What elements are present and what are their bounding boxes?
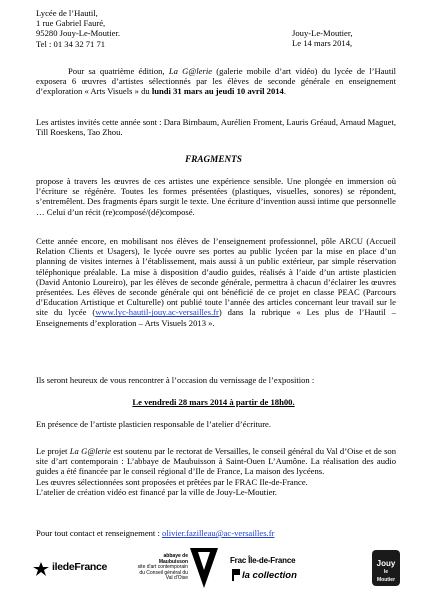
support-a: Le projet	[36, 446, 70, 456]
place-date	[292, 28, 353, 48]
vernissage-paragraph: Ils seront heureux de vous rencontrer à l’occasion du vernissage de l’exposition :	[36, 375, 315, 385]
intro-c: .	[283, 86, 286, 97]
date: Le 14 mars 2014,	[292, 38, 353, 49]
iledefrance-logo	[18, 548, 108, 590]
abbaye-mark-icon	[190, 548, 218, 588]
support-b: est soutenu par le rectorat de Versailles, le conseil général du Val d’Oise et de son site d’art contemporain : L’abbaye de Maubuisson à Saint-Ouen L’Aumône. La réalisation des audio guides a été financée par le conseil régional d’Ile de France, La maison des lycéens.	[36, 446, 397, 477]
fragments-paragraph: propose à travers les œuvres de ces artistes une expérience sensible. Une plongée en immersion où l’écriture se régénère. Toutes les formes présentées (plastiques, visuelles, sonores) se répondent, s’entremêlent. Des fragments épars surgit le texte. Une écriture d’invention aussi intime que personnelle … Celui d’un récit (re)composé/(dé)composé.	[36, 176, 396, 217]
iledefrance-text: iledeFrance	[52, 561, 108, 573]
presence-paragraph: En présence de l’artiste plasticien responsable de l’atelier d’écriture.	[36, 419, 272, 429]
place: Jouy-Le-Moutier,	[292, 28, 353, 38]
sender-line: Tel : 01 34 32 71 71	[36, 38, 106, 49]
jouy-line: le	[383, 569, 389, 575]
exhibition-dates: lundi 31 mars au jeudi 10 avril 2014	[151, 86, 284, 97]
sender-line: 1 rue Gabriel Fauré,	[36, 18, 106, 29]
arcu-paragraph	[36, 236, 396, 328]
abbaye-line: Maubuisson	[158, 558, 188, 565]
intro-paragraph	[36, 66, 396, 97]
frac-title: Frac Île-de-France	[230, 556, 296, 565]
frac-flag-icon	[232, 569, 240, 581]
jouy-text	[374, 560, 398, 584]
support-d: L’atelier de création vidéo est financé par la ville de Jouy-Le-Moutier.	[36, 486, 277, 497]
partner-logos	[18, 548, 413, 590]
contact-email-link[interactable]: olivier.fazilleau@ac-versailles.fr	[162, 528, 275, 538]
abbaye-maubuisson-logo	[136, 548, 226, 590]
exhibition-title: FRAGMENTS	[185, 154, 242, 164]
lycee-website-link[interactable]: www.lyc-hautil-jouy.ac-versailles.fr	[95, 307, 219, 318]
frac-collection: la collection	[242, 570, 297, 581]
jouy-line: Moutier	[376, 577, 396, 583]
vernissage-date: Le vendredi 28 mars 2014 à partir de 18h00.	[132, 397, 295, 407]
abbaye-line: du Conseil général du Val d'Oise	[139, 569, 188, 582]
support-paragraph	[36, 446, 396, 497]
intro-b: (galerie mobile d’art vidéo) du lycée de l’Hautil exposera 6 œuvres d’artistes sélectionnés par les élèves de seconde générale en enseignement d’exploration « Arts Visuels » du	[36, 66, 396, 97]
intro-a: Pour sa quatrième édition,	[68, 66, 169, 76]
arcu-end: ) dans la rubrique « Les plus de l’Hautil – Enseignements d’exploration – Arts Visuels 2013 ».	[36, 307, 397, 328]
sender-address	[36, 8, 120, 49]
jouy-line: Jouy	[376, 559, 396, 568]
artists-paragraph: Les artistes invités cette année sont : Dara Birnbaum, Aurélien Froment, Lauris Gréaud, Arnaud Maguet, Till Roeskens, Tao Zhou.	[36, 117, 396, 138]
contact-label: Pour tout contact et renseignement :	[36, 528, 163, 538]
contact-paragraph	[36, 528, 396, 538]
sender-line: 95280 Jouy-Le-Moutier.	[36, 28, 121, 39]
arcu-text: Cette année encore, en mobilisant nos élèves de l’enseignement professionnel, pôle ARCU (Accueil Relation Clients et Usagers), le lycée ouvre ses portes au public lycéen par la mise en place d’un planning de visites internes à l’établissement, mais aussi à un public extérieur, par simple réservation téléphonique préalable. La mise à disposition d’audio guides, réalisés à l’aide d’un artiste plasticien (David Antonio Loureiro), par les élèves de seconde générale, permettra à chacun d’éclairer les œuvres présentées. Les élèves de seconde générale qui ont bénéficié de ce projet en classe PEAC (Parcours d’Education Artistique et Culturelle) ont publié toute l’année des articles concernant leur travail sur le site du lycée (	[36, 236, 396, 318]
sender-line: Lycée de l’Hautil,	[36, 8, 98, 18]
abbaye-line: site d'art contemporain	[137, 564, 188, 571]
support-c: Les œuvres sélectionnées sont proposées et prêtées par le FRAC Ile-de-France.	[36, 476, 308, 487]
jouy-le-moutier-logo	[346, 548, 406, 590]
frac-logo	[230, 548, 320, 590]
abbaye-line: abbaye de	[163, 553, 188, 559]
gallery-name: La G@lerie	[168, 66, 213, 76]
star-icon	[32, 562, 50, 576]
abbaye-text	[136, 554, 188, 582]
gallery-name: La G@lerie	[69, 446, 111, 456]
